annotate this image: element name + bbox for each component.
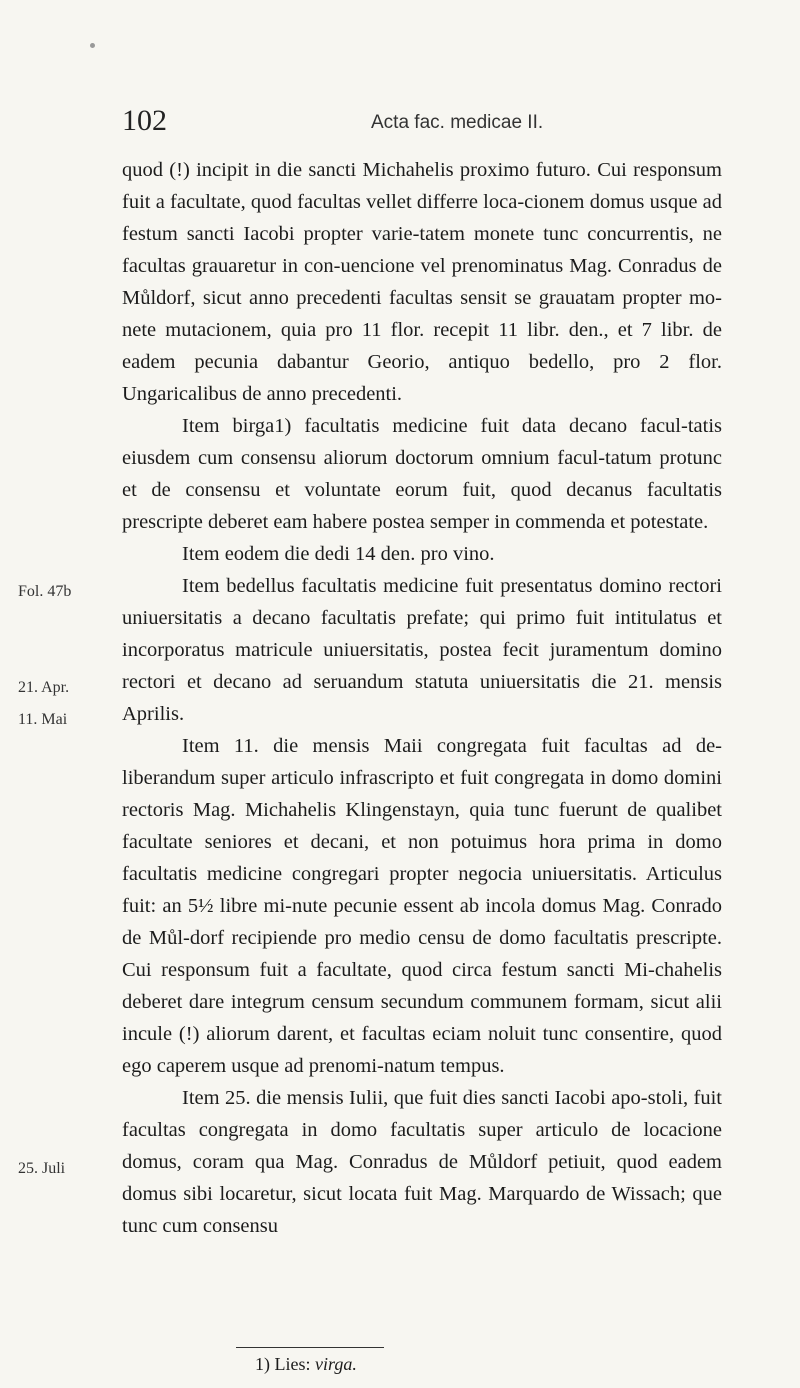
footnote (255, 1354, 357, 1375)
paragraph: Item birga1) facultatis medicine fuit data decano facul-tatis eiusdem cum consensu aliorum doctorum omnium facul-tatum protunc et de consensu et voluntate eorum fuit, quod decanus facultatis prescripte deberet eam habere postea semper in commenda et potestate. (122, 415, 722, 533)
running-head: Acta fac. medicae II. (371, 112, 544, 133)
paragraph: Item eodem die dedi 14 den. pro vino. (182, 543, 495, 565)
paragraph: Item 25. die mensis Iulii, que fuit dies sancti Iacobi apo-stoli, fuit facultas congregata in domo facultatis super articulo de locacione domus, coram qua Mag. Conradus de Můldorf petiuit, quod eadem domus sibi locaretur, sicut locata fuit Mag. Marquardo de Wissach; que tunc cum consensu (122, 1087, 722, 1237)
paragraph: Item bedellus facultatis medicine fuit presentatus domino rectori uniuersitatis a decano facultatis prefate; qui primo fuit intitulatus et incorporatus matricule uniuersitatis, postea fecit juramentum domino rectori et decano ad seruandum statuta uniuersitatis die 21. mensis Aprilis. (122, 575, 722, 725)
margin-note-date: 21. Apr. (18, 679, 70, 696)
paragraph: quod (!) incipit in die sancti Michahelis proximo futuro. Cui responsum fuit a facultate, quod facultas vellet differre loca-cionem domus usque ad festum sancti Iacobi propter varie-tatem monete tunc concurrentis, ne facultas grauaretur in con-uencione vel prenominatus Mag. Conradus de Můldorf, sicut anno precedenti facultas sensit se grauatam propter mo-nete mutacionem, quia pro 11 flor. recepit 11 libr. den., et 7 libr. de eadem pecunia dabantur Georio, antiquo bedello, pro 2 flor. Ungaricalibus de anno precedenti. (122, 159, 722, 405)
margin-notes (0, 0, 110, 1388)
footnote-text: virga. (315, 1354, 357, 1374)
body-text (122, 154, 722, 1242)
footnote-rule (236, 1347, 384, 1348)
margin-note-folio: Fol. 47b (18, 583, 72, 600)
footnote-marker: 1) Lies: (255, 1354, 311, 1374)
margin-note-date: 25. Juli (18, 1160, 66, 1177)
page-number: 102 (122, 104, 167, 137)
margin-note-date: 11. Mai (18, 711, 68, 728)
page-header (120, 104, 720, 144)
paragraph: Item 11. die mensis Maii congregata fuit facultas ad de-liberandum super articulo infrascripto et fuit congregata in domo domini rectoris Mag. Michahelis Klingenstayn, quia tunc fuerunt de qualibet facultate seniores et decani, et non potuimus hora prima in domo facultatis medicine congregari propter negocia uniuersitatis. Articulus fuit: an 5½ libre mi-nute pecunie essent ab incola domus Mag. Conrado de Můl-dorf recipiende pro medio censu de domo facultatis prescripte. Cui responsum fuit a facultate, quod circa festum sancti Mi-chahelis deberet dare integrum censum secundum communem formam, sicut alii incule (!) aliorum darent, et facultas eciam noluit tunc consentire, quod ego caperem usque ad prenomi-natum tempus. (122, 735, 722, 1077)
